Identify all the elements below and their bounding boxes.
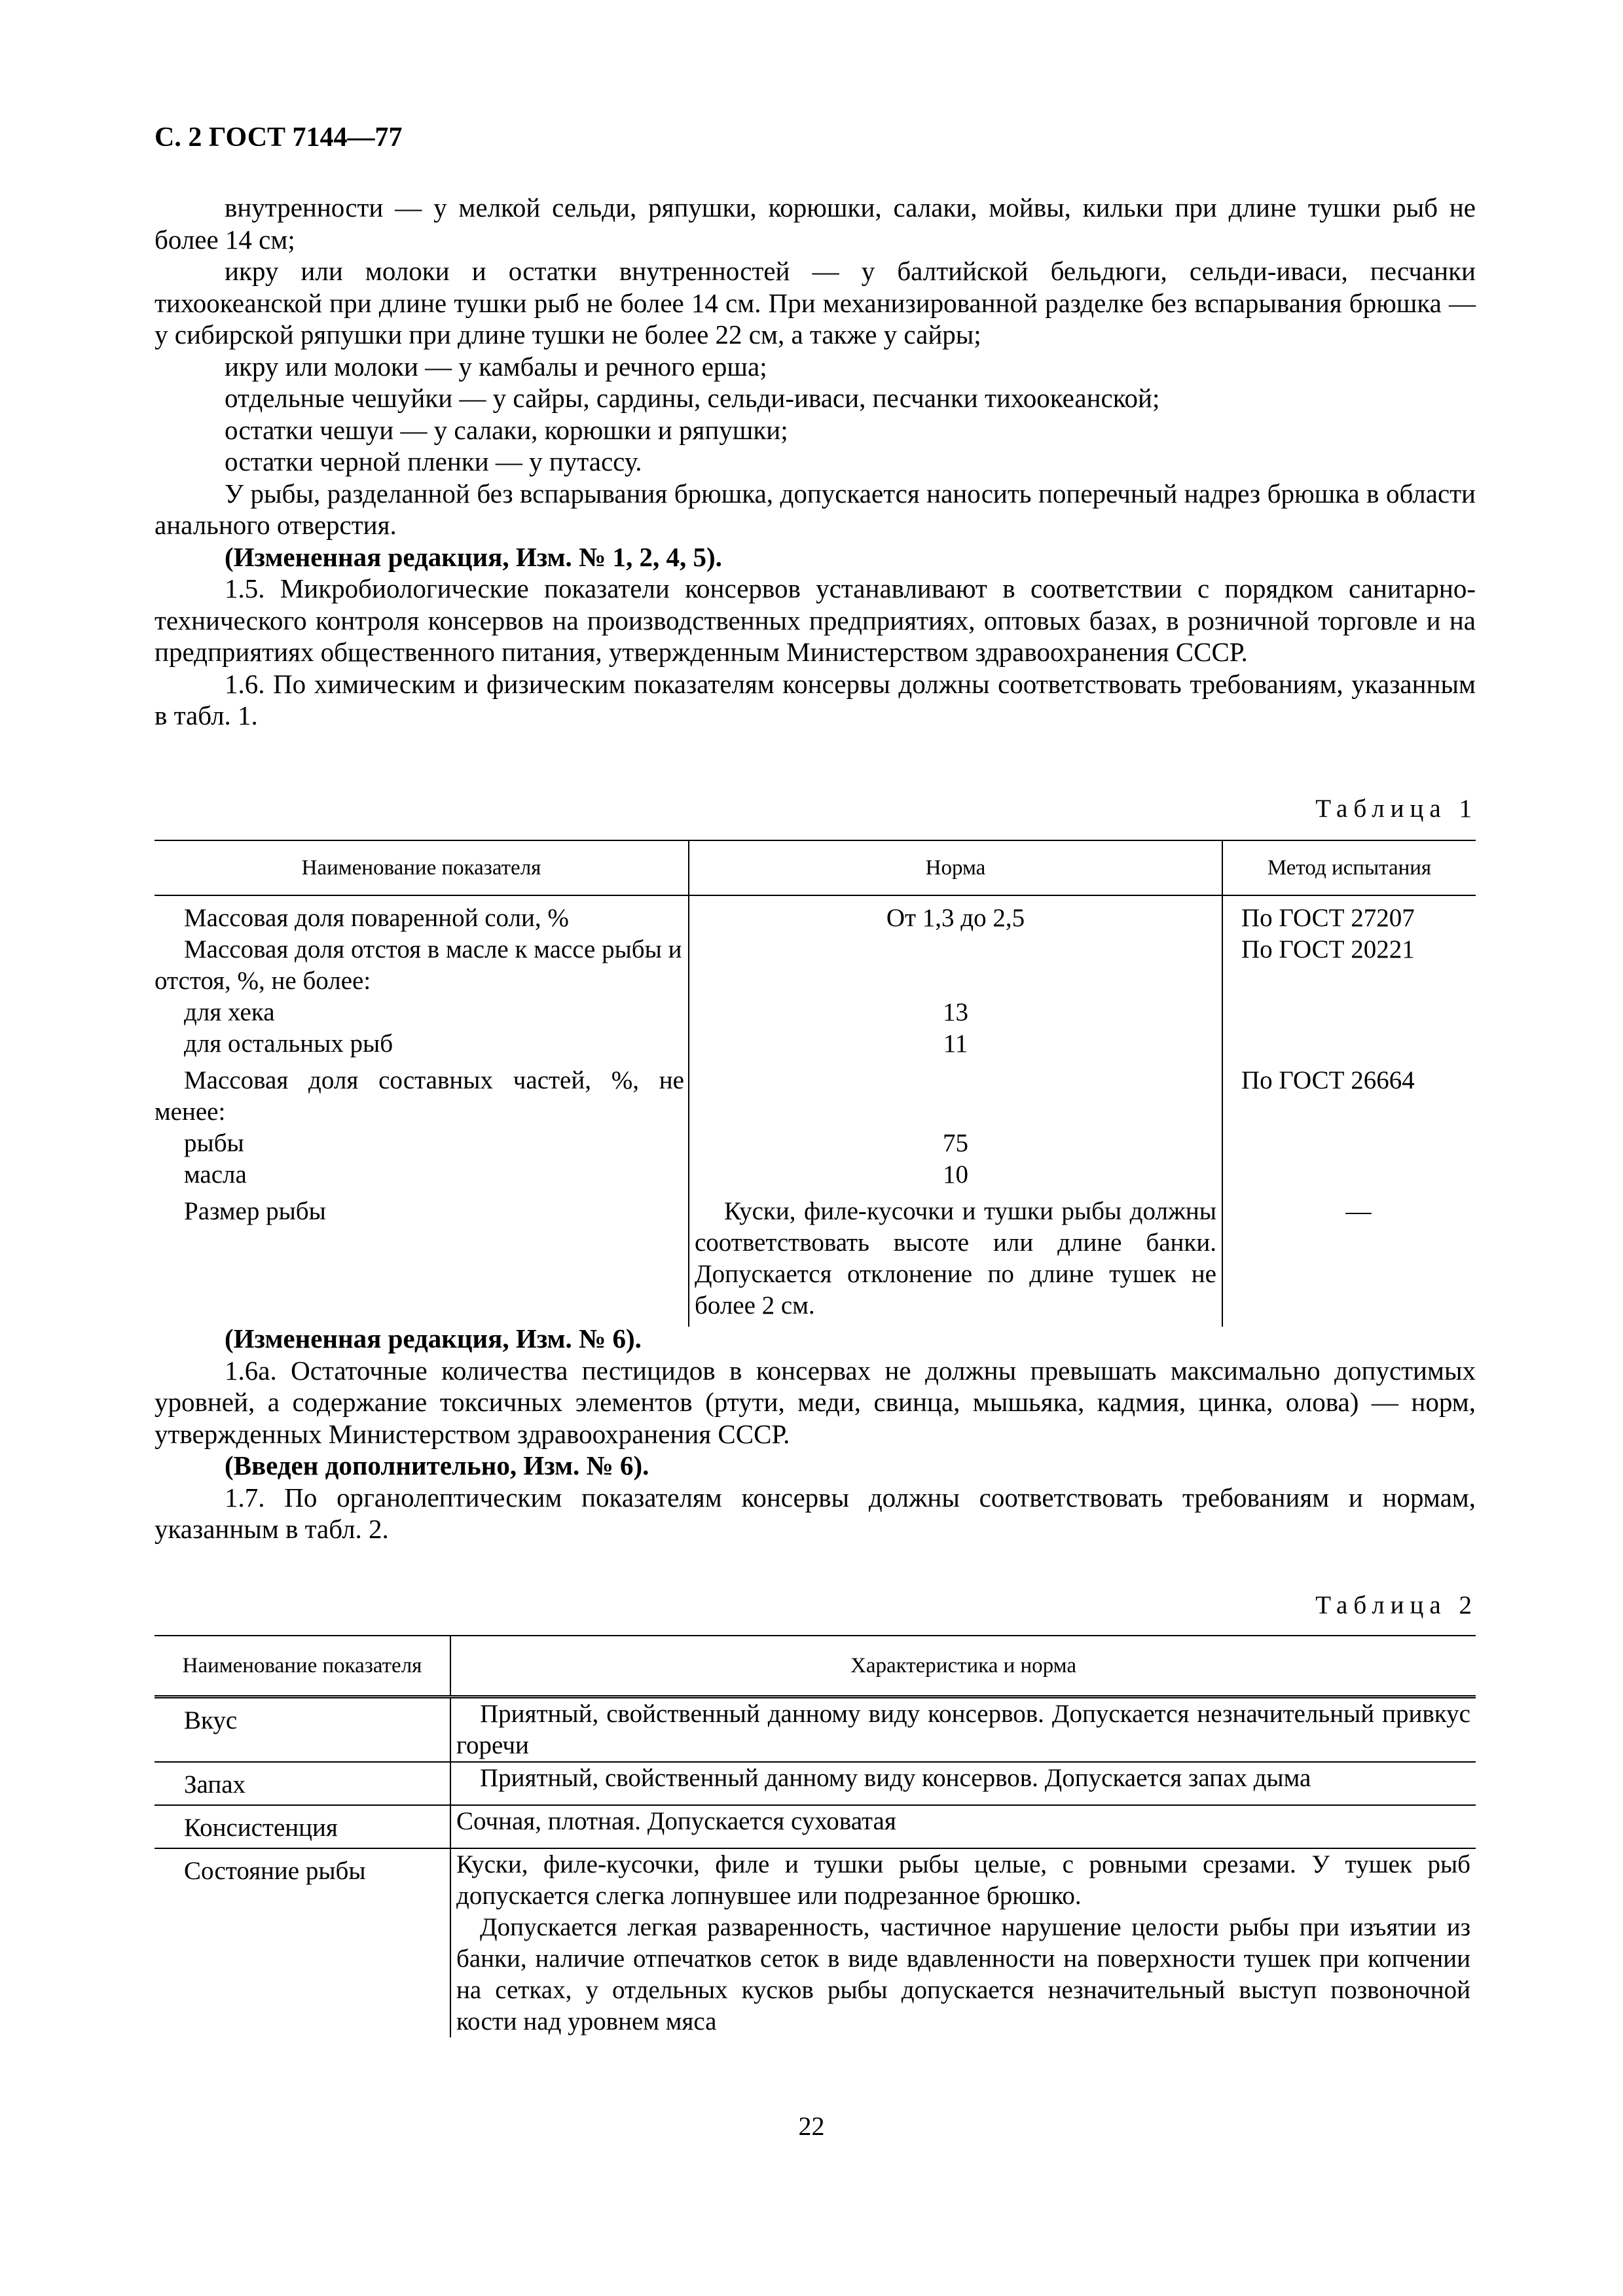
table-cell-text: Приятный, свойственный данному виду консервов. Допускается запах дыма xyxy=(480,1764,1311,1792)
table-cell: 75 xyxy=(689,1128,1222,1159)
table-cell xyxy=(1222,1028,1476,1060)
text-block-middle xyxy=(155,1323,1476,1545)
table-header-cell: Наименование показателя xyxy=(155,840,689,895)
table-cell: для остальных рыб xyxy=(184,1030,393,1058)
table-row xyxy=(155,1762,1476,1805)
table-cell: От 1,3 до 2,5 xyxy=(689,895,1222,934)
table-row xyxy=(155,934,1476,997)
table-cell: Куски, филе-кусочки и тушки рыбы должны соответствовать высоте или длине банки. Допускается отклонение по длине тушек не более 2 см. xyxy=(689,1191,1222,1327)
table-cell xyxy=(689,934,1222,997)
table-row xyxy=(155,1159,1476,1191)
table-row xyxy=(155,1028,1476,1060)
amendment-note: (Измененная редакция, Изм. № 1, 2, 4, 5). xyxy=(225,541,722,572)
paragraph: икру или молоки и остатки внутренностей — у балтийской бельдюги, сельди-иваси, песчанки тихоокеанской при длине тушки рыб не более 14 см. При механизированной разделке без вспарывания брюшка — у сибирской ряпушки при длине тушки не более 22 см, а также у сайры; xyxy=(155,256,1476,350)
paragraph-1-6: 1.6. По химическим и физическим показателям консервы должны соответствовать требованиям, указанным в табл. 1. xyxy=(155,668,1476,730)
table-cell: По ГОСТ 26664 xyxy=(1222,1060,1476,1128)
table-header-cell: Наименование показателя xyxy=(155,1636,450,1697)
table-cell: Размер рыбы xyxy=(184,1197,326,1225)
table-cell xyxy=(450,1805,1476,1848)
paragraph-1-5: 1.5. Микробиологические показатели консервов устанавливают в соответствии с порядком санитарно-технического контроля консервов на производственных предприятиях, оптовых базах, в розничной торговле и на предприятиях общественного питания, утвержденным Министерством здравоохранения СССР. xyxy=(155,573,1476,667)
table-header-cell: Норма xyxy=(689,840,1222,895)
paragraph: У рыбы, разделанной без вспарывания брюшка, допускается наносить поперечный надрез брюшка в области анального отверстия. xyxy=(155,478,1476,540)
table-cell xyxy=(1222,1159,1476,1191)
table-cell: 11 xyxy=(689,1028,1222,1060)
paragraph: икру или молоки — у камбалы и речного ерша; xyxy=(225,351,767,382)
table-header-cell: Характеристика и норма xyxy=(450,1636,1476,1697)
table-cell xyxy=(155,1060,689,1128)
table-cell-text: Куски, филе-кусочки, филе и тушки рыбы целые, с ровными срезами. У тушек рыб допускается слегка лопнувшее или подрезанное брюшко. xyxy=(456,1850,1470,1910)
table-2 xyxy=(155,1635,1476,2037)
table-row xyxy=(155,1848,1476,2037)
table-row xyxy=(155,1191,1476,1327)
table-cell: Вкус xyxy=(155,1697,450,1763)
paragraph: остатки чешуи — у салаки, корюшки и ряпушки; xyxy=(225,414,788,445)
table-cell xyxy=(450,1762,1476,1805)
table-2-caption: Таблица 2 xyxy=(1315,1591,1478,1619)
table-row xyxy=(155,1805,1476,1848)
table-cell: Консистенция xyxy=(155,1805,450,1848)
table-cell xyxy=(155,934,689,997)
table-cell xyxy=(450,1848,1476,2037)
paragraph: отдельные чешуйки — у сайры, сардины, сельди-иваси, песчанки тихоокеанской; xyxy=(225,383,1160,413)
table-cell xyxy=(450,1697,1476,1763)
table-header-cell: Метод испытания xyxy=(1222,840,1476,895)
table-cell: для хека xyxy=(184,998,275,1026)
paragraph-1-6a: 1.6а. Остаточные количества пестицидов в консервах не должны превышать максимально допустимых уровней, а содержание токсичных элементов (ртути, меди, свинца, мышьяка, кадмия, цинка, олова) — норм, утвержденных Министерством здравоохранения СССР. xyxy=(155,1355,1476,1449)
table-row xyxy=(155,997,1476,1028)
table-cell: Массовая доля поваренной соли, % xyxy=(184,904,569,932)
page-header: С. 2 ГОСТ 7144—77 xyxy=(155,122,403,152)
table-cell: По ГОСТ 27207 xyxy=(1222,895,1476,934)
text-block-top xyxy=(155,192,1476,732)
table-cell: Состояние рыбы xyxy=(184,1857,366,1885)
paragraph: остатки черной пленки — у путассу. xyxy=(225,446,642,476)
table-cell: — xyxy=(1222,1191,1476,1327)
table-cell: масла xyxy=(184,1160,247,1189)
table-cell: Запах xyxy=(155,1762,450,1805)
table-cell xyxy=(689,1060,1222,1128)
table-1 xyxy=(155,840,1476,1327)
page-number: 22 xyxy=(798,2111,825,2141)
table-cell-text: Массовая доля отстоя в масле к массе рыбы и отстоя, %, не более: xyxy=(155,935,682,995)
table-cell-text: Массовая доля составных частей, %, не менее: xyxy=(155,1066,684,1126)
table-cell-text: Приятный, свойственный данному виду консервов. Допускается незначительный привкус горечи xyxy=(456,1700,1470,1759)
table-row xyxy=(155,1060,1476,1128)
amendment-note: (Введен дополнительно, Изм. № 6). xyxy=(225,1450,649,1480)
table-cell xyxy=(1222,1128,1476,1159)
table-header-row xyxy=(155,1636,1476,1697)
table-row xyxy=(155,1128,1476,1159)
table-cell: По ГОСТ 20221 xyxy=(1222,934,1476,997)
table-cell: 13 xyxy=(689,997,1222,1028)
table-cell-text: Сочная, плотная. Допускается суховатая xyxy=(456,1807,896,1835)
table-header-row xyxy=(155,840,1476,895)
table-row xyxy=(155,1697,1476,1763)
paragraph-1-7: 1.7. По органолептическим показателям консервы должны соответствовать требованиям и нормам, указанным в табл. 2. xyxy=(155,1482,1476,1544)
amendment-note: (Измененная редакция, Изм. № 6). xyxy=(225,1323,642,1354)
paragraph: внутренности — у мелкой сельди, ряпушки, корюшки, салаки, мойвы, кильки при длине тушки рыб не более 14 см; xyxy=(155,192,1476,255)
table-row xyxy=(155,895,1476,934)
table-1-caption: Таблица 1 xyxy=(1315,795,1478,823)
table-cell xyxy=(1222,997,1476,1028)
table-cell: 10 xyxy=(689,1159,1222,1191)
table-cell-text: Допускается легкая разваренность, частичное нарушение целости рыбы при изъятии из банки, наличие отпечатков сеток в виде вдавленности на поверхности тушек при копчении на сетках, у отдельных кусков рыбы допускается незначительный выступ позвоночной кости над уровнем мяса xyxy=(456,1913,1470,2036)
table-cell: рыбы xyxy=(184,1129,244,1157)
